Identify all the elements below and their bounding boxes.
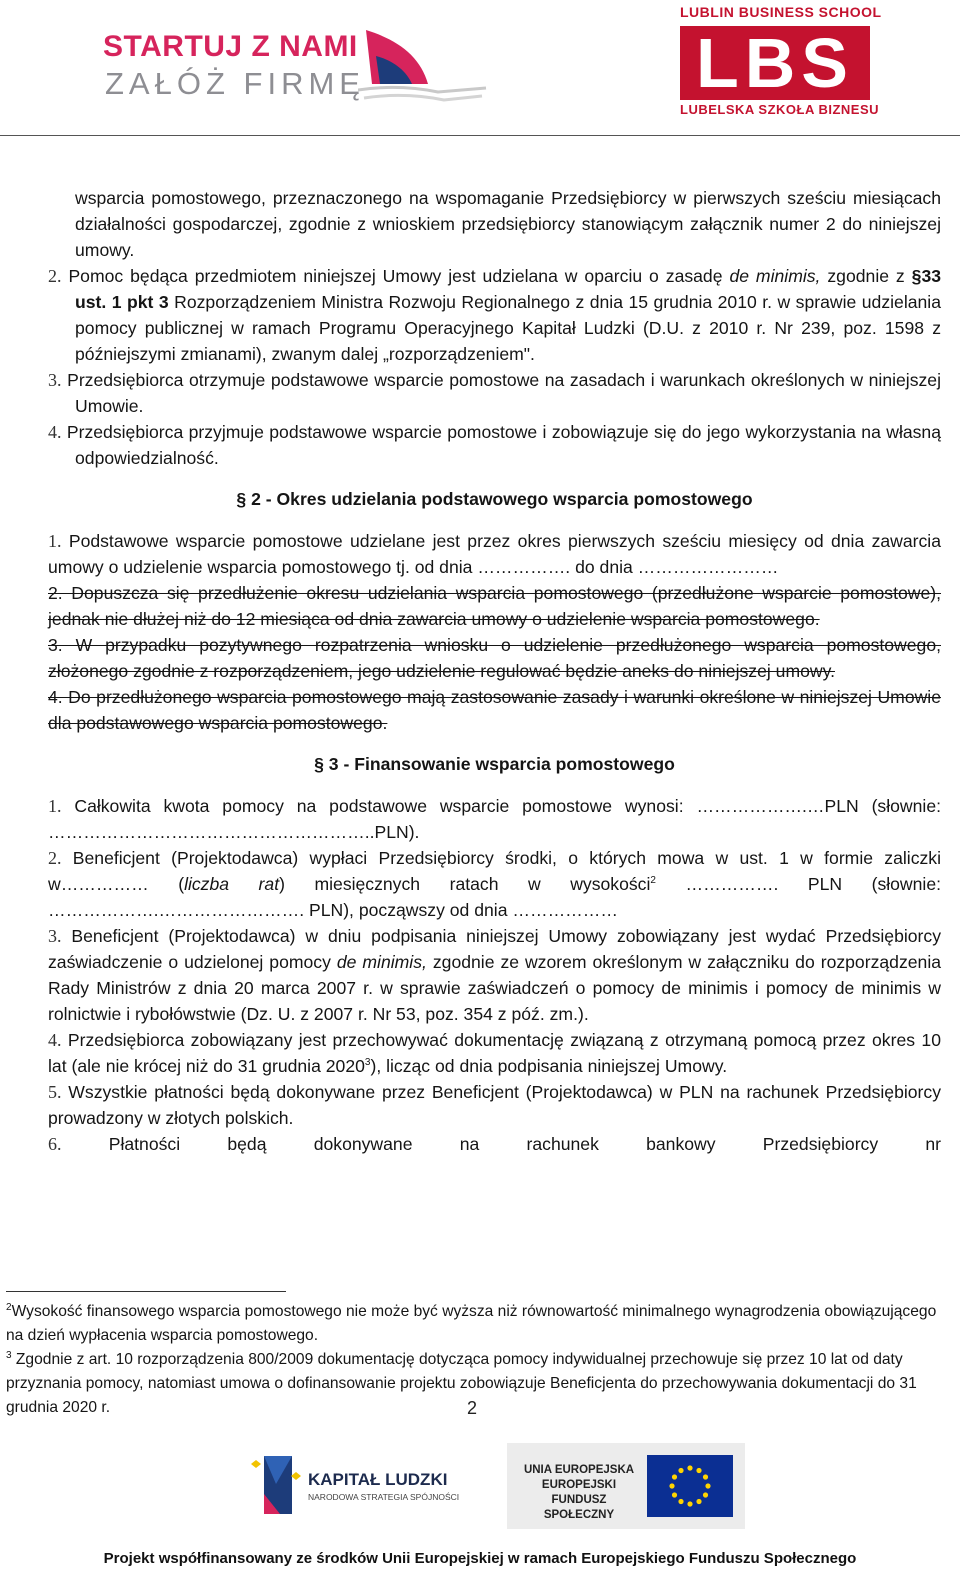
eu-fund-text (521, 1463, 637, 1523)
s3-item-5-number: 5. (48, 1082, 62, 1102)
footnote-3-mark: 3 (6, 1349, 12, 1361)
kapital-ludzki-logo (250, 1450, 460, 1520)
page-number: 2 (467, 1398, 478, 1418)
s3-item-2-number: 2. (48, 848, 62, 868)
footnote-divider (6, 1291, 286, 1292)
footnote-2-text: Wysokość finansowego wsparcia pomostowego nie może być wyższa niż równowartość minimalnego wynagrodzenia obowiązującego na dzień wypłacenia wsparcia pomostowego. (6, 1303, 937, 1344)
s3-item-3-de-minimis: de minimis, (336, 952, 427, 972)
s3-item-1 (48, 793, 941, 845)
s1-item-2-text-e: Rozporządzeniem Ministra Rozwoju Regionalnego z dnia 15 grudnia 2010 r. w sprawie udzielania pomocy publicznej w ramach Programu Operacyjnego Kapitał Ludzki (D.U. z 2010 r. Nr 239, poz. 1598 z późniejszymi zmianami), zwanym dalej „rozporządzeniem". (75, 292, 941, 364)
eu-fund-logo (507, 1443, 745, 1529)
footer-cofinancing-text: Projekt współfinansowany ze środków Unii Europejskiej w ramach Europejskiego Funduszu Społecznego (103, 1550, 857, 1567)
lbs-bottom-label: LUBELSKA SZKOŁA BIZNESU (680, 102, 880, 117)
lbs-logo-letters: LBS (696, 24, 854, 102)
s3-item-2-text-d: ……………. PLN (słownie: ……………….……………………. PLN), począwszy od dnia ……………… (48, 874, 942, 920)
s1-item-2-text-c: zgodnie z (820, 266, 912, 286)
s3-item-3-text-a: Beneficjent (Projektodawca) w dniu podpisania niniejszej Umowy zobowiązany jest wydać Przedsiębiorcy zaświadczenie o udzielonej pomocy (48, 926, 942, 972)
s2-item-1 (48, 528, 941, 580)
s3-item-1-text: Całkowita kwota pomocy na podstawowe wsparcie pomostowe wynosi: ……………….…PLN (słownie: ………………………………………………..PLN). (48, 796, 941, 842)
s3-item-6-text: Płatności będą dokonywane na rachunek bankowy Przedsiębiorcy nr (108, 1134, 942, 1154)
s2-item-1-text: Podstawowe wsparcie pomostowe udzielane jest przez okres pierwszych sześciu miesięcy od dnia zawarcia umowy o udzielenie wsparcia pomostowego tj. od dnia ……………. do dnia …………………… (48, 531, 941, 577)
startuj-logo-subtitle: ZAŁÓŻ FIRMĘ (105, 66, 365, 101)
footnote-ref-2[interactable]: 2 (650, 875, 656, 887)
s2-item-3-struck: 3. W przypadku pozytywnego rozpatrzenia wniosku o udzielenie przedłużonego wsparcia pomostowego, złożonego zgodnie z rozporządzeniem, jego udzielenie regulować będzie aneks do niniejszej umowy. (48, 635, 941, 681)
eu-flag-icon (647, 1455, 733, 1517)
s1-item-4-number: 4. (48, 422, 62, 442)
s1-item-2-legal-ref: §33 ust. 1 pkt 3 (75, 266, 942, 312)
s1-item-2-number: 2. (48, 266, 62, 286)
eu-line-2: EUROPEJSKI (541, 1479, 617, 1491)
s3-item-2-liczba-rat: liczba rat (184, 874, 280, 894)
s2-item-4-struck: 4. Do przedłużonego wsparcia pomostowego mają zastosowanie zasady i warunki określone w niniejszej Umowie dla podstawowego wsparcia pomostowego. (48, 687, 941, 733)
s1-item-2-text-a: Pomoc będąca przedmiotem niniejszej Umowy jest udzielana w oparciu o zasadę (68, 266, 730, 286)
s1-item-2-de-minimis: de minimis, (729, 266, 821, 286)
s3-item-4-number: 4. (48, 1030, 62, 1050)
s3-item-2 (48, 845, 941, 923)
intro-paragraph: wsparcia pomostowego, przeznaczonego na wspomaganie Przedsiębiorcy w pierwszych sześciu miesiącach działalności gospodarczej, zgodnie z wnioskiem przedsiębiorcy stanowiącym załącznik numer 2 do niniejszej umowy. (75, 188, 941, 260)
s3-item-1-number: 1. (48, 796, 62, 816)
kapital-ludzki-title: KAPITAŁ LUDZKI (308, 1470, 448, 1489)
s3-item-2-text-c: ) miesięcznych ratach w wysokości (279, 874, 651, 894)
lbs-top-label: LUBLIN BUSINESS SCHOOL (680, 4, 882, 20)
section-2-title: § 2 - Okres udzielania podstawowego wsparcia pomostowego (236, 489, 753, 509)
kapital-ludzki-emblem-icon (250, 1450, 306, 1520)
lbs-logo (680, 26, 870, 100)
s3-item-5 (48, 1079, 941, 1131)
eu-line-1: UNIA EUROPEJSKA (523, 1464, 635, 1476)
s3-item-3-text-c: zgodnie ze wzorem określonym w załączniku do rozporządzenia Rady Ministrów z dnia 20 marca 2007 r. w sprawie zaświadczeń o pomocy de minimis i pomocy de minimis w rolnictwie i rybołówstwie (Dz. U. z 2007 r. Nr 53, poz. 354 z póź. zm.). (48, 952, 942, 1024)
s1-item-3-text: Przedsiębiorca otrzymuje podstawowe wsparcie pomostowe na zasadach i warunkach określonych w niniejszej Umowie. (67, 370, 941, 416)
startuj-z-nami-logo (103, 26, 493, 106)
s1-item-4 (48, 419, 941, 471)
s3-item-2-text-a: Beneficjent (Projektodawca) wypłaci Przedsiębiorcy środki, o których mowa w ust. 1 w formie zaliczki w…………… ( (48, 848, 942, 894)
s3-item-4-text-b: ), licząc od dnia podpisania niniejszej Umowy. (370, 1056, 728, 1076)
s3-item-3-number: 3. (48, 926, 62, 946)
s3-item-4-text-a: Przedsiębiorca zobowiązany jest przechowywać dokumentację związaną z otrzymaną pomocą przez okres 10 lat (ale nie krócej niż do 31 grudnia 2020 (48, 1030, 942, 1076)
document-body (48, 185, 941, 1157)
kapital-ludzki-subtitle: NARODOWA STRATEGIA SPÓJNOŚCI (308, 1492, 460, 1502)
section-3-title: § 3 - Finansowanie wsparcia pomostowego (314, 754, 675, 774)
s1-item-3-number: 3. (48, 370, 62, 390)
startuj-logo-title: STARTUJ Z NAMI (103, 30, 358, 63)
s1-item-4-text: Przedsiębiorca przyjmuje podstawowe wsparcie pomostowe i zobowiązuje się do jego wykorzystania na własną odpowiedzialność. (66, 422, 941, 468)
s1-item-3 (48, 367, 941, 419)
footnote-3-text: Zgodnie z art. 10 rozporządzenia 800/2009 dokumentację dotycząca pomocy indywidualnej przechowuje się przez 10 lat od daty przyznania pomocy, natomiast umowa o dofinansowanie projektu zobowiązuje Beneficjenta do przechowywania dokumentacji do 31 grudnia 2020 r. (6, 1351, 917, 1416)
eu-line-3: FUNDUSZ SPOŁECZNY (543, 1494, 615, 1521)
s3-item-4 (48, 1027, 941, 1079)
footnote-2 (6, 1300, 940, 1348)
footnote-2-mark: 2 (6, 1301, 12, 1313)
header-divider (0, 135, 960, 136)
s2-item-1-number: 1. (48, 531, 62, 551)
s3-item-6-number: 6. (48, 1134, 62, 1154)
sailboat-icon (358, 26, 488, 106)
s3-item-6 (48, 1131, 941, 1157)
s2-item-2-struck: 2. Dopuszcza się przedłużenie okresu udzielania wsparcia pomostowego (przedłużone wsparcie pomostowe), jednak nie dłużej niż do 12 miesiąca od dnia zawarcia umowy o udzielenie wsparcia pomostowego. (48, 583, 941, 629)
s3-item-3 (48, 923, 941, 1027)
s3-item-5-text: Wszystkie płatności będą dokonywane przez Beneficjent (Projektodawca) w PLN na rachunek Przedsiębiorcy prowadzony w złotych polskich. (48, 1082, 941, 1128)
footnote-ref-3[interactable]: 3 (364, 1057, 371, 1069)
s1-item-2 (48, 263, 941, 367)
